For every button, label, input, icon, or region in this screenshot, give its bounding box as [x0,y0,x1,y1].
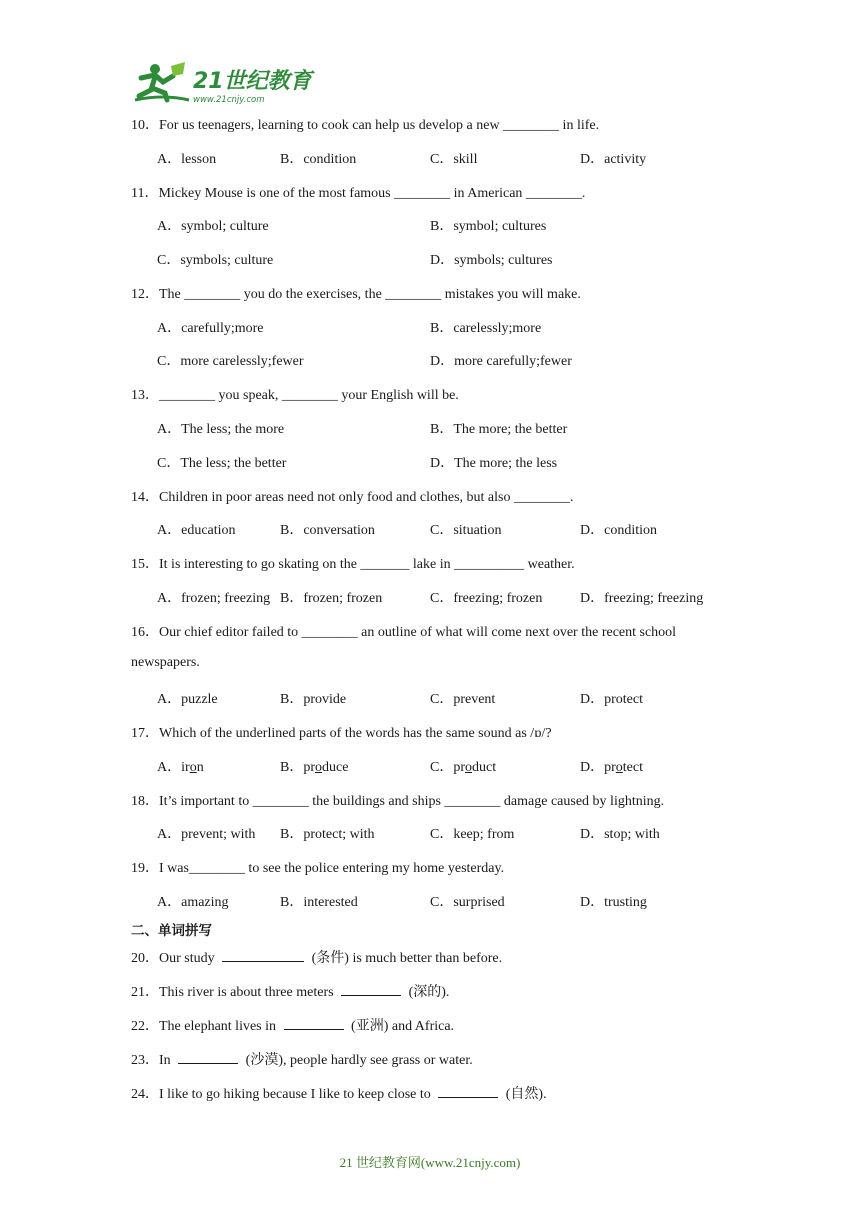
question-number: 12． [131,287,159,302]
question-number: 13． [131,388,159,403]
answer-blank[interactable] [341,983,401,996]
option-a[interactable]: A．iron [157,760,204,775]
question-number: 22． [131,1019,159,1034]
option-d[interactable]: D．protect [580,692,643,707]
option-c[interactable]: C．freezing; frozen [430,591,543,606]
option-c[interactable]: C．skill [430,152,478,167]
option-d[interactable]: D．freezing; freezing [580,591,704,606]
question-stem: Our chief editor failed to ________ an outline of what will come next over the recent school [159,625,677,640]
question-hint: (深的). [408,985,450,1000]
option-c[interactable]: C．The less; the better [157,456,287,471]
question-13 [131,384,459,404]
spelling-question-21 [131,981,449,1001]
option-b[interactable]: B．interested [280,895,358,910]
question-hint: (自然). [505,1087,547,1102]
question-number: 19． [131,861,159,876]
answer-blank[interactable] [178,1051,238,1064]
section-title: 二、单词拼写 [131,923,212,939]
question-stem: The ________ you do the exercises, the ________ mistakes you will make. [159,287,581,302]
question-hint: (条件) is much better than before. [311,951,503,966]
spelling-question-24 [131,1083,547,1103]
question-stem: Mickey Mouse is one of the most famous ________ in American ________. [158,186,586,201]
option-c[interactable]: C．symbols; culture [157,253,274,268]
question-text: In [159,1053,171,1068]
question-text: This river is about three meters [159,985,334,1000]
svg-text:21世纪教育: 21世纪教育 [193,69,312,94]
question-number: 24． [131,1087,159,1102]
option-a[interactable]: A．prevent; with [157,827,256,842]
option-d[interactable]: D．trusting [580,895,647,910]
option-b[interactable]: B．provide [280,692,347,707]
option-b[interactable]: B．carelessly;more [430,321,542,336]
question-number: 17． [131,726,159,741]
option-d[interactable]: D．stop; with [580,827,660,842]
option-b[interactable]: B．symbol; cultures [430,219,547,234]
spelling-question-22 [131,1015,454,1035]
option-a[interactable]: A．lesson [157,152,217,167]
question-stem: I was________ to see the police entering my home yesterday. [159,861,505,876]
option-d[interactable]: D．symbols; cultures [430,253,553,268]
answer-blank[interactable] [284,1017,344,1030]
question-16 [131,621,676,641]
question-15 [131,553,575,573]
option-c[interactable]: C．surprised [430,895,505,910]
question-number: 15． [131,557,159,572]
question-stem: It’s important to ________ the buildings and ships ________ damage caused by lightning. [159,794,665,809]
option-b[interactable]: B．protect; with [280,827,375,842]
option-c[interactable]: C．more carelessly;fewer [157,354,304,369]
svg-text:www.21cnjy.com: www.21cnjy.com [193,95,265,105]
question-number: 18． [131,794,159,809]
question-10 [131,114,599,134]
question-text: I like to go hiking because I like to keep close to [159,1087,431,1102]
question-stem: It is interesting to go skating on the _______ lake in __________ weather. [159,557,575,572]
question-stem: Children in poor areas need not only food and clothes, but also ________. [159,490,574,505]
option-a[interactable]: A．education [157,523,236,538]
option-b[interactable]: B．frozen; frozen [280,591,383,606]
question-stem: For us teenagers, learning to cook can help us develop a new ________ in life. [159,118,600,133]
option-a[interactable]: A．carefully;more [157,321,264,336]
option-c[interactable]: C．prevent [430,692,496,707]
spelling-question-23 [131,1049,473,1069]
page-footer: 21 世纪教育网(www.21cnjy.com) [339,1155,521,1170]
option-d[interactable]: D．more carefully;fewer [430,354,572,369]
question-hint: (亚洲) and Africa. [351,1019,455,1034]
answer-blank[interactable] [222,949,304,962]
option-d[interactable]: D．condition [580,523,657,538]
option-c[interactable]: C．situation [430,523,502,538]
option-c[interactable]: C．product [430,760,497,775]
option-a[interactable]: A．frozen; freezing [157,591,271,606]
question-19 [131,857,504,877]
spelling-question-20 [131,947,502,967]
question-17 [131,722,552,742]
option-b[interactable]: B．The more; the better [430,422,568,437]
option-d[interactable]: D．activity [580,152,647,167]
question-stem: Which of the underlined parts of the words has the same sound as /ɒ/? [159,726,552,741]
question-16-continued: newspapers. [131,655,200,670]
answer-blank[interactable] [438,1085,498,1098]
question-number: 14． [131,490,159,505]
question-11 [131,182,585,202]
question-text: The elephant lives in [159,1019,277,1034]
question-number: 23． [131,1053,159,1068]
logo [133,60,312,106]
question-number: 20． [131,951,159,966]
underlined-part: o [315,760,323,775]
option-a[interactable]: A．The less; the more [157,422,285,437]
underlined-part: o [189,760,197,775]
option-a[interactable]: A．symbol; culture [157,219,269,234]
option-b[interactable]: B．conversation [280,523,375,538]
question-number: 11． [131,186,159,201]
underlined-part: o [615,760,623,775]
option-a[interactable]: A．amazing [157,895,229,910]
option-b[interactable]: B．produce [280,760,349,775]
question-number: 21． [131,985,159,1000]
option-b[interactable]: B．condition [280,152,357,167]
question-18 [131,790,664,810]
question-12 [131,283,581,303]
question-14 [131,486,573,506]
underlined-part: o [465,760,473,775]
question-number: 10． [131,118,159,133]
option-d[interactable]: D．protect [580,760,644,775]
question-number: 16． [131,625,159,640]
runner-icon [133,60,312,106]
option-c[interactable]: C．keep; from [430,827,515,842]
question-hint: (沙漠), people hardly see grass or water. [245,1053,473,1068]
option-a[interactable]: A．puzzle [157,692,218,707]
question-stem: ________ you speak, ________ your English will be. [159,388,459,403]
question-text: Our study [159,951,215,966]
option-d[interactable]: D．The more; the less [430,456,558,471]
